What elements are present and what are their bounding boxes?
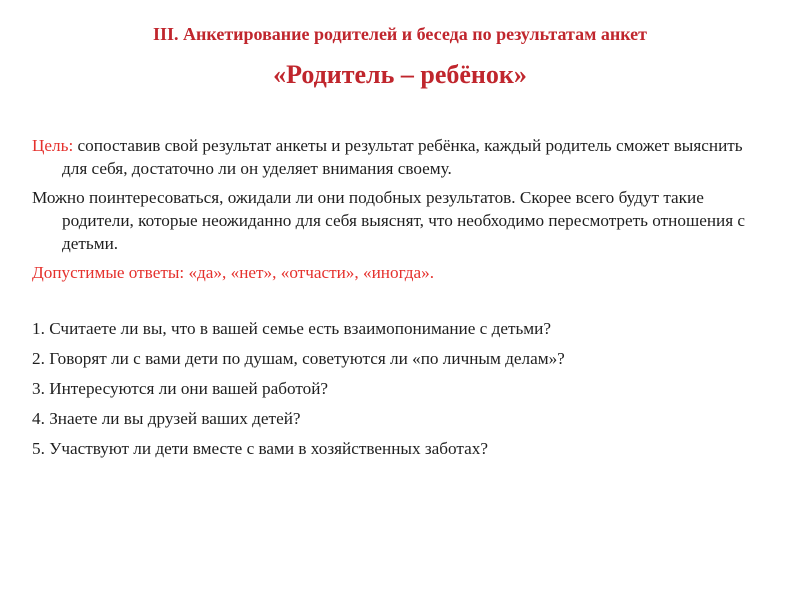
- allowed-answers: Допустимые ответы: «да», «нет», «отчасти», «иногда».: [32, 263, 435, 282]
- question-item: 4. Знаете ли вы друзей ваших детей?: [32, 409, 301, 428]
- spacer: [32, 290, 772, 317]
- slide-title: III. Анкетирование родителей и беседа по результатам анкет: [153, 24, 647, 44]
- question-item: 3. Интересуются ли они вашей работой?: [32, 379, 329, 398]
- question-item: 1. Считаете ли вы, что в вашей семье есть взаимопонимание с детьми?: [32, 319, 552, 338]
- goal-label: Цель:: [32, 136, 74, 155]
- goal-paragraph: [32, 134, 772, 180]
- goal-text: сопоставив свой результат анкеты и результат ребёнка, каждый родитель сможет выяснить для себя, достаточно ли он уделяет внимания своему.: [62, 136, 743, 178]
- slide-subtitle: «Родитель – ребёнок»: [273, 60, 527, 89]
- question-item: 5. Участвуют ли дети вместе с вами в хозяйственных заботах?: [32, 439, 488, 458]
- slide-body: [32, 134, 772, 467]
- note-paragraph: Можно поинтересоваться, ожидали ли они подобных результатов. Скорее всего будут такие родители, которые неожиданно для себя выяснят, что необходимо пересмотреть отношения с детьми.: [32, 188, 746, 253]
- question-item: 2. Говорят ли с вами дети по душам, советуются ли «по личным делам»?: [32, 349, 565, 368]
